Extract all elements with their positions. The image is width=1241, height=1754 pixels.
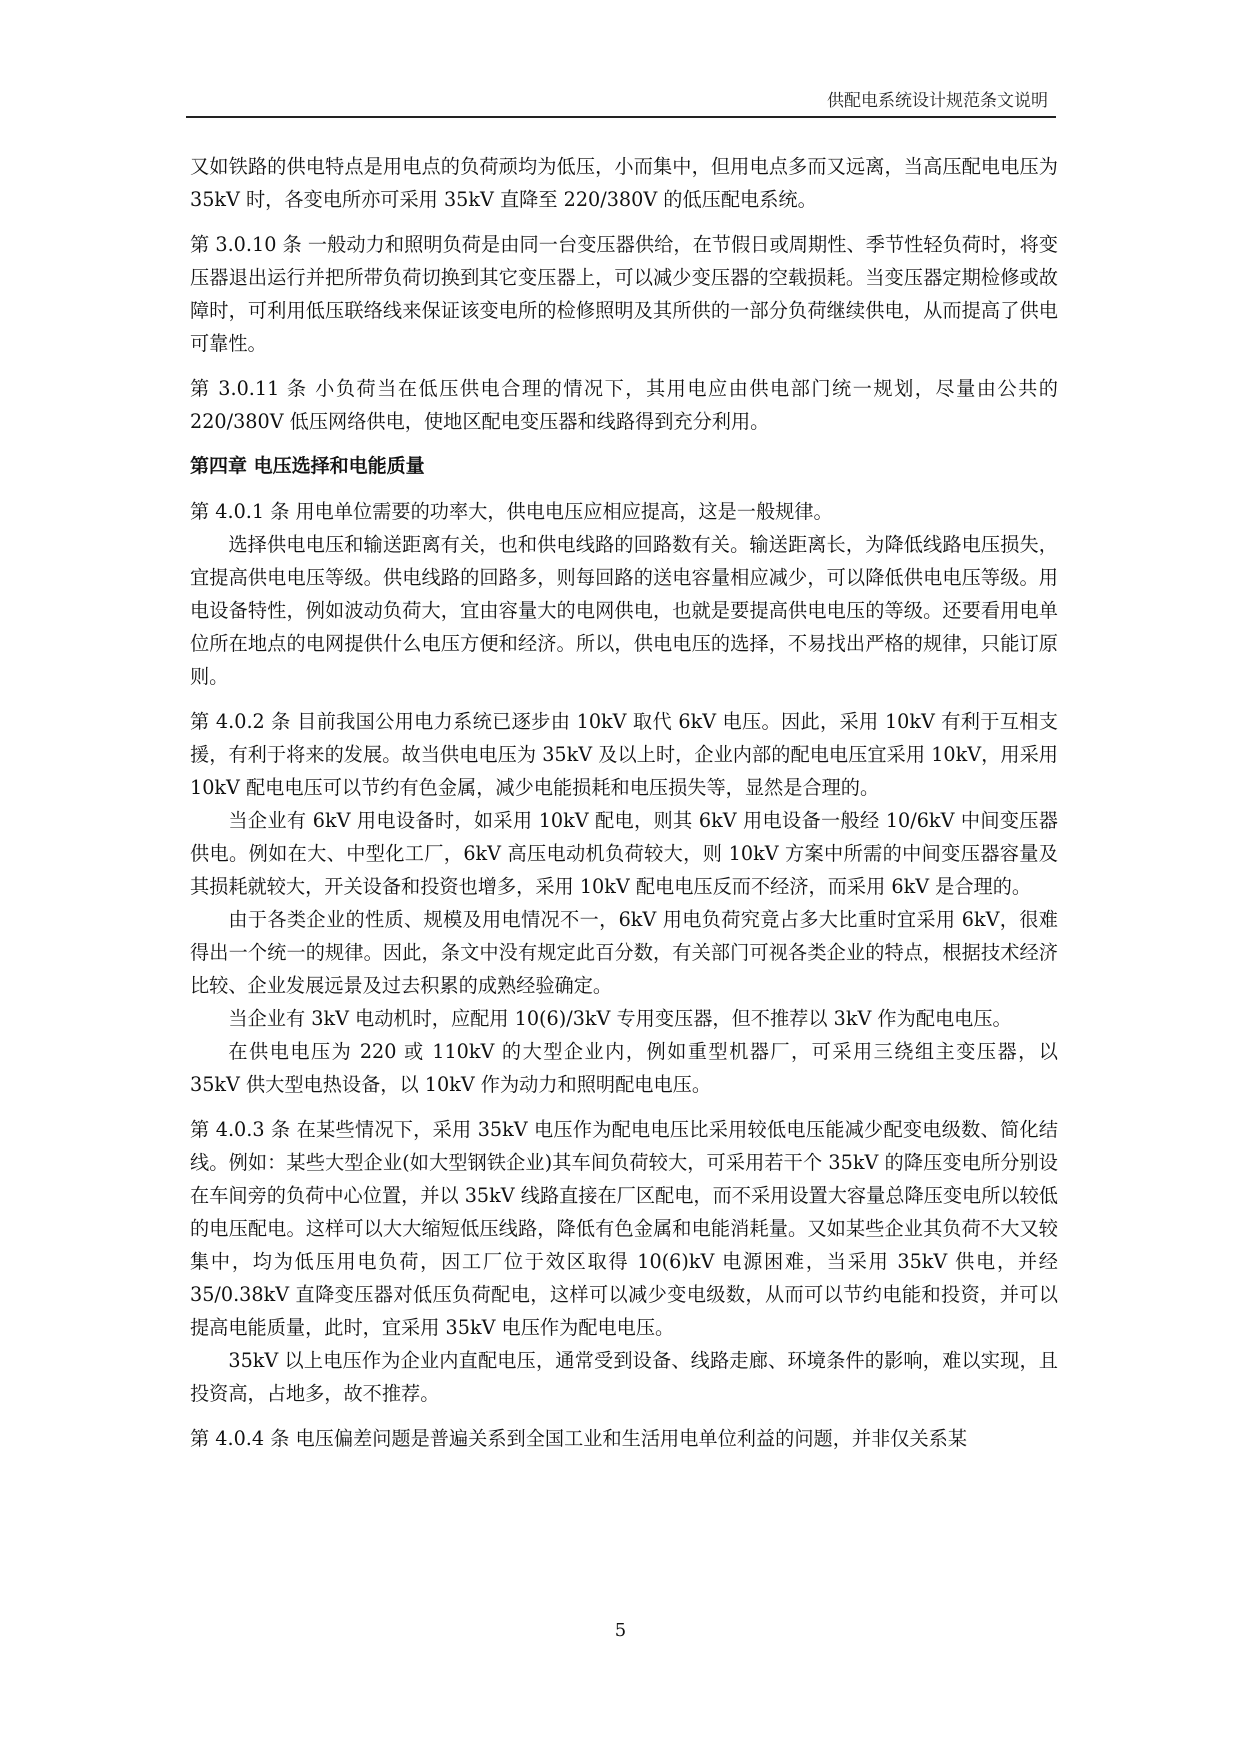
clause-4-0-1: 第 4.0.1 条 用电单位需要的功率大，供电电压应相应提高，这是一般规律。 <box>190 500 833 523</box>
clause-3-0-10: 第 3.0.10 条 一般动力和照明负荷是由同一台变压器供给，在节假日或周期性、季节性轻负荷时，将变压器退出运行并把所带负荷切换到其它变压器上，可以减少变压器的空载损耗。当变压器定期检修或故障时，可利用低压联络线来保证该变电所的检修照明及其所供的一部分负荷继续供电，从而提高了供电可靠性。 <box>190 233 1058 355</box>
header-title: 供配电系统设计规范条文说明 <box>827 91 1048 111</box>
page-number: 5 <box>614 1620 627 1641</box>
chapter-heading: 第四章 电压选择和电能质量 <box>190 455 425 477</box>
clause-4-0-4: 第 4.0.4 条 电压偏差问题是普遍关系到全国工业和生活用电单位利益的问题，并非仅关系某 <box>190 1427 968 1450</box>
paragraph: 35kV 以上电压作为企业内直配电压，通常受到设备、线路走廊、环境条件的影响，难以实现，且投资高，占地多，故不推荐。 <box>190 1349 1058 1405</box>
clause-3-0-11: 第 3.0.11 条 小负荷当在低压供电合理的情况下，其用电应由供电部门统一规划，尽量由公共的 220/380V 低压网络供电，使地区配电变压器和线路得到充分利用。 <box>190 377 1058 433</box>
paragraph: 当企业有 3kV 电动机时，应配用 10(6)/3kV 专用变压器，但不推荐以 3kV 作为配电电压。 <box>228 1007 1012 1030</box>
paragraph: 由于各类企业的性质、规模及用电情况不一，6kV 用电负荷究竟占多大比重时宜采用 6kV，很难得出一个统一的规律。因此，条文中没有规定此百分数，有关部门可视各类企业的特点，根据技术经济比较、企业发展远景及过去积累的成熟经验确定。 <box>190 908 1058 997</box>
page-header <box>186 86 1056 118</box>
paragraph: 选择供电电压和输送距离有关，也和供电线路的回路数有关。输送距离长，为降低线路电压损失，宜提高供电电压等级。供电线路的回路多，则每回路的送电容量相应减少，可以降低供电电压等级。用电设备特性，例如波动负荷大，宜由容量大的电网供电，也就是要提高供电电压的等级。还要看用电单位所在地点的电网提供什么电压方便和经济。所以，供电电压的选择，不易找出严格的规律，只能订原则。 <box>190 533 1058 688</box>
paragraph: 又如铁路的供电特点是用电点的负荷顽均为低压，小而集中，但用电点多而又远离，当高压配电电压为 35kV 时，各变电所亦可采用 35kV 直降至 220/380V 的低压配电系统。 <box>190 155 1058 211</box>
paragraph: 在供电电压为 220 或 110kV 的大型企业内，例如重型机器厂，可采用三绕组主变压器，以 35kV 供大型电热设备，以 10kV 作为动力和照明配电电压。 <box>190 1040 1058 1096</box>
paragraph: 当企业有 6kV 用电设备时，如采用 10kV 配电，则其 6kV 用电设备一般经 10/6kV 中间变压器供电。例如在大、中型化工厂，6kV 高压电动机负荷较大，则 10kV 方案中所需的中间变压器容量及其损耗就较大，开关设备和投资也增多，采用 10kV 配电电压反而不经济，而采用 6kV 是合理的。 <box>190 809 1058 898</box>
clause-4-0-3: 第 4.0.3 条 在某些情况下，采用 35kV 电压作为配电电压比采用较低电压能减少配变电级数、简化结线。例如：某些大型企业(如大型钢铁企业)其车间负荷较大，可采用若干个 35kV 的降压变电所分别设在车间旁的负荷中心位置，并以 35kV 线路直接在厂区配电，而不采用设置大容量总降压变电所以较低的电压配电。这样可以大大缩短低压线路，降低有色金属和电能消耗量。又如某些企业其负荷不大又较集中，均为低压用电负荷，因工厂位于效区取得 10(6)kV 电源困难，当采用 35kV 供电，并经 35/0.38kV 直降变压器对低压负荷配电，这样可以减少变电级数，从而可以节约电能和投资，并可以提高电能质量，此时，宜采用 35kV 电压作为配电电压。 <box>190 1118 1058 1339</box>
clause-4-0-2: 第 4.0.2 条 目前我国公用电力系统已逐步由 10kV 取代 6kV 电压。因此，采用 10kV 有利于互相支援，有利于将来的发展。故当供电电压为 35kV 及以上时，企业内部的配电电压宜采用 10kV，用采用 10kV 配电电压可以节约有色金属，减少电能损耗和电压损失等，显然是合理的。 <box>190 710 1058 799</box>
document-body <box>190 150 1058 1455</box>
